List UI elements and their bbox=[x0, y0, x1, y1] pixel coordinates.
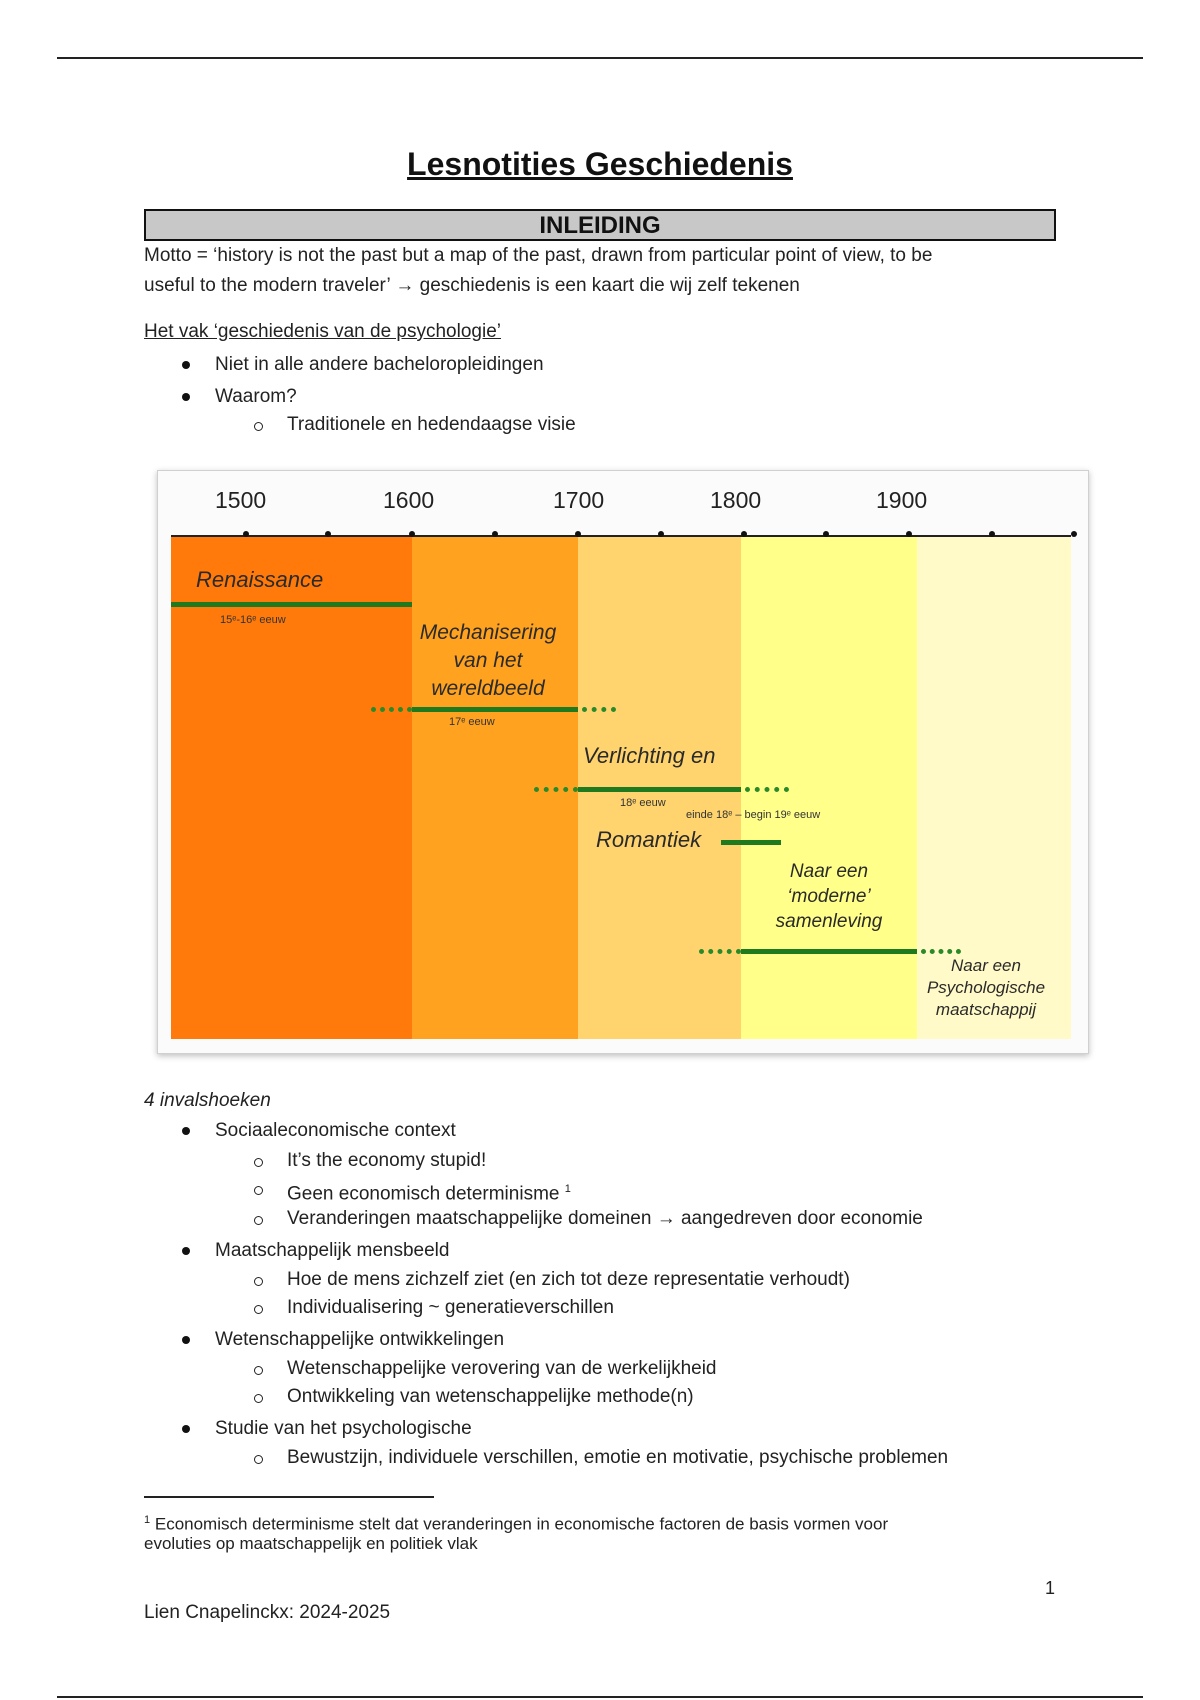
footnote-line-2: evoluties op maatschappelijk en politiek vlak bbox=[144, 1534, 478, 1553]
footer-rule bbox=[57, 1696, 1143, 1698]
period-label-psychologische-maatschappij bbox=[913, 955, 1059, 1021]
axis-tick bbox=[823, 531, 829, 537]
period-label-mechanisering bbox=[408, 619, 568, 703]
period-dots bbox=[745, 787, 789, 792]
label-line: maatschappij bbox=[935, 1000, 1037, 1019]
axis-tick bbox=[243, 531, 249, 537]
list-item: Studie van het psychologische bbox=[215, 1418, 472, 1439]
footnote-rule bbox=[144, 1496, 434, 1498]
sub-bullet-icon bbox=[254, 1277, 263, 1286]
period-label-romantiek: Romantiek bbox=[596, 827, 702, 852]
period-dots bbox=[534, 787, 578, 792]
period-band bbox=[171, 537, 412, 1039]
sub-list-item: Individualisering ~ generatieverschillen bbox=[287, 1297, 614, 1318]
sub-bullet-icon bbox=[254, 1366, 263, 1375]
author-footer: Lien Cnapelinckx: 2024-2025 bbox=[144, 1602, 391, 1623]
footnote-marker: 1 bbox=[144, 1514, 151, 1526]
invalshoeken-heading: 4 invalshoeken bbox=[144, 1090, 271, 1111]
period-line bbox=[171, 602, 412, 607]
list-item: Wetenschappelijke ontwikkelingen bbox=[215, 1329, 505, 1350]
period-range: einde 18ᵉ – begin 19ᵉ eeuw bbox=[686, 809, 821, 821]
period-line bbox=[741, 949, 917, 954]
page-number: 1 bbox=[1045, 1578, 1056, 1598]
sub-bullet-icon bbox=[254, 1216, 263, 1225]
document-title: Lesnotities Geschiedenis bbox=[407, 146, 793, 182]
list-item: Sociaaleconomische context bbox=[215, 1120, 456, 1141]
year-label: 1700 bbox=[553, 487, 605, 513]
sub-list-item: Traditionele en hedendaagse visie bbox=[287, 414, 576, 435]
bullet-icon bbox=[182, 393, 190, 401]
period-dots bbox=[699, 949, 741, 954]
sub-bullet-icon bbox=[254, 1186, 263, 1195]
period-range: 18ᵉ eeuw bbox=[620, 797, 666, 809]
axis-tick bbox=[741, 531, 747, 537]
sub-bullet-icon bbox=[254, 1305, 263, 1314]
sub-bullet-icon bbox=[254, 1394, 263, 1403]
sub-bullet-icon bbox=[254, 1455, 263, 1464]
axis-tick bbox=[575, 531, 581, 537]
axis-tick bbox=[492, 531, 498, 537]
axis-tick bbox=[325, 531, 331, 537]
period-line bbox=[578, 787, 741, 792]
year-label: 1600 bbox=[383, 487, 435, 513]
list-item: Niet in alle andere bacheloropleidingen bbox=[215, 354, 544, 375]
list-item: Waarom? bbox=[215, 386, 297, 407]
sub-list-item-text: Geen economisch determinisme bbox=[287, 1183, 560, 1205]
axis-tick bbox=[906, 531, 912, 537]
period-line bbox=[412, 707, 578, 712]
period-dots bbox=[371, 707, 412, 712]
motto-line-2: useful to the modern traveler’ → geschiedenis is een kaart die wij zelf tekenen bbox=[144, 275, 800, 296]
timeline-figure bbox=[157, 470, 1089, 1054]
timeline-axis bbox=[171, 535, 1071, 537]
year-label: 1500 bbox=[215, 487, 267, 513]
period-line bbox=[721, 840, 781, 845]
year-label: 1900 bbox=[876, 487, 928, 513]
period-dots bbox=[582, 707, 616, 712]
label-line: wereldbeeld bbox=[431, 677, 545, 700]
label-line: Mechanisering bbox=[419, 621, 557, 644]
subheading-vak: Het vak ‘geschiedenis van de psychologie’ bbox=[144, 321, 501, 342]
sub-list-item: It’s the economy stupid! bbox=[287, 1150, 487, 1171]
period-label-renaissance: Renaissance bbox=[196, 567, 324, 592]
label-line: Naar een bbox=[789, 861, 869, 882]
section-heading: INLEIDING bbox=[144, 209, 1056, 241]
footnote-reference[interactable]: 1 bbox=[564, 1183, 571, 1195]
period-range: 17ᵉ eeuw bbox=[449, 716, 495, 728]
axis-tick bbox=[989, 531, 995, 537]
axis-tick bbox=[658, 531, 664, 537]
period-range: 15ᵉ-16ᵉ eeuw bbox=[220, 614, 286, 626]
label-line: Naar een bbox=[951, 956, 1021, 975]
bullet-icon bbox=[182, 361, 190, 369]
label-line: Psychologische bbox=[926, 978, 1046, 997]
bullet-icon bbox=[182, 1247, 190, 1255]
label-line: ‘moderne’ bbox=[787, 886, 871, 907]
sub-list-item: Veranderingen maatschappelijke domeinen → aangedreven door economie bbox=[287, 1208, 923, 1229]
sub-list-item: Ontwikkeling van wetenschappelijke methode(n) bbox=[287, 1386, 694, 1407]
header-rule bbox=[57, 57, 1143, 59]
label-line: samenleving bbox=[775, 911, 883, 932]
period-label-verlichting: Verlichting en bbox=[583, 743, 716, 768]
motto-line-1: Motto = ‘history is not the past but a map of the past, drawn from particular point of view, to be bbox=[144, 245, 933, 266]
sub-list-item: Wetenschappelijke verovering van de werkelijkheid bbox=[287, 1358, 717, 1379]
bullet-icon bbox=[182, 1425, 190, 1433]
sub-bullet-icon bbox=[254, 1158, 263, 1167]
axis-tick bbox=[409, 531, 415, 537]
sub-list-item: Hoe de mens zichzelf ziet (en zich tot deze representatie verhoudt) bbox=[287, 1269, 850, 1290]
footnote-text: Economisch determinisme stelt dat veranderingen in economische factoren de basis vormen voor bbox=[154, 1514, 889, 1534]
bullet-icon bbox=[182, 1336, 190, 1344]
bullet-icon bbox=[182, 1127, 190, 1135]
label-line: van het bbox=[453, 649, 523, 672]
sub-list-item: Bewustzijn, individuele verschillen, emotie en motivatie, psychische problemen bbox=[287, 1447, 949, 1468]
axis-tick bbox=[1071, 531, 1077, 537]
period-label-moderne-samenleving bbox=[764, 859, 894, 934]
period-dots bbox=[921, 949, 961, 954]
sub-bullet-icon bbox=[254, 422, 263, 431]
year-label: 1800 bbox=[710, 487, 762, 513]
list-item: Maatschappelijk mensbeeld bbox=[215, 1240, 450, 1261]
